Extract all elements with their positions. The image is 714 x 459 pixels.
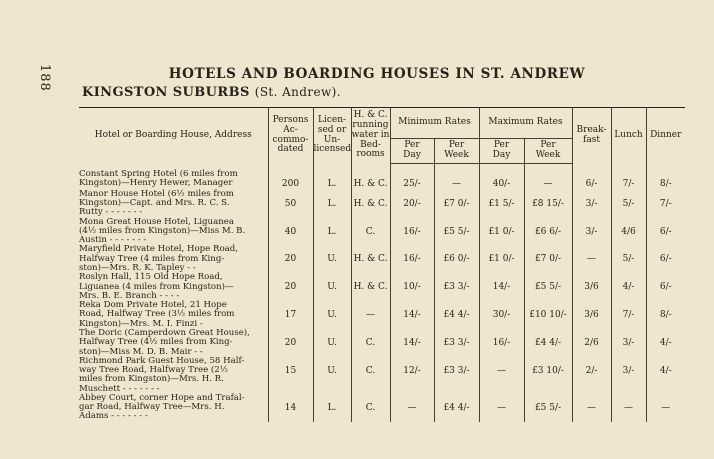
cell-water: — <box>351 301 390 329</box>
hotels-table <box>79 107 685 422</box>
cell-min-day: 12/- <box>390 357 434 394</box>
subtitle-paren: (St. Andrew). <box>254 85 341 99</box>
cell-dinner: 4/- <box>646 329 685 357</box>
cell-lunch: 4/- <box>611 273 646 301</box>
cell-breakfast: 6/- <box>572 170 611 190</box>
cell-water: C. <box>351 394 390 422</box>
cell-dinner: 7/- <box>646 190 685 218</box>
cell-lunch: — <box>611 394 646 422</box>
cell-persons: 50 <box>268 190 313 218</box>
cell-persons: 200 <box>268 170 313 190</box>
cell-max-week: £6 6/- <box>524 218 572 246</box>
cell-lic: U. <box>313 273 351 301</box>
cell-min-week: £3 3/- <box>434 329 479 357</box>
cell-max-week: £7 0/- <box>524 245 572 273</box>
cell-max-week: — <box>524 170 572 190</box>
hotel-line: Liguanea (4 miles from Kingston)— <box>79 281 234 292</box>
cell-lunch: 3/- <box>611 329 646 357</box>
header-max-per-week: Per Week <box>524 139 572 164</box>
hotel-line: Roslyn Hall, 115 Old Hope Road, <box>79 272 223 283</box>
cell-min-week: £3 3/- <box>434 273 479 301</box>
header-dinner: Dinner <box>646 108 685 164</box>
cell-min-week: £7 0/- <box>434 190 479 218</box>
cell-lunch: 7/- <box>611 170 646 190</box>
cell-dinner: 6/- <box>646 218 685 246</box>
header-lunch: Lunch <box>611 108 646 164</box>
cell-lic: L. <box>313 394 351 422</box>
cell-min-day: — <box>390 394 434 422</box>
cell-breakfast: 3/6 <box>572 301 611 329</box>
cell-breakfast: — <box>572 245 611 273</box>
cell-breakfast: 2/- <box>572 357 611 394</box>
table-row <box>79 190 685 218</box>
cell-min-day: 16/- <box>390 218 434 246</box>
cell-persons: 15 <box>268 357 313 394</box>
hotel-line: Manor House Hotel (6½ miles from <box>79 188 234 199</box>
hotel-line: (4½ miles from Kingston)—Miss M. B. <box>79 225 246 236</box>
cell-persons: 20 <box>268 273 313 301</box>
hotel-name-address <box>79 329 268 357</box>
hotel-line: Reka Dom Private Hotel, 21 Hope <box>79 300 227 311</box>
hotel-line: Richmond Park Guest House, 58 Half- <box>79 355 245 366</box>
cell-max-week: £3 10/- <box>524 357 572 394</box>
hotel-line: Mrs. B. E. Branch - - - - <box>79 290 180 301</box>
cell-persons: 14 <box>268 394 313 422</box>
cell-persons: 20 <box>268 245 313 273</box>
header-breakfast: Break- fast <box>572 108 611 164</box>
header-persons: Persons Ac- commo- dated <box>268 108 313 164</box>
table-row <box>79 218 685 246</box>
table-row <box>79 245 685 273</box>
header-name: Hotel or Boarding House, Address <box>79 108 268 164</box>
cell-min-day: 20/- <box>390 190 434 218</box>
cell-lunch: 5/- <box>611 190 646 218</box>
cell-breakfast: 2/6 <box>572 329 611 357</box>
hotel-name-address <box>79 357 268 394</box>
hotel-line: Abbey Court, corner Hope and Trafal- <box>79 392 245 403</box>
cell-lic: L. <box>313 190 351 218</box>
table-row <box>79 170 685 190</box>
hotel-name-address <box>79 190 268 218</box>
cell-lic: L. <box>313 218 351 246</box>
hotel-line: Kingston)—Mrs. M. I. Finzi - <box>79 318 203 329</box>
header-max-per-day: Per Day <box>479 139 524 164</box>
cell-min-week: £3 3/- <box>434 357 479 394</box>
cell-water: C. <box>351 218 390 246</box>
hotel-line: Road, Halfway Tree (3½ miles from <box>79 309 235 320</box>
hotel-name-address <box>79 394 268 422</box>
cell-min-week: £4 4/- <box>434 394 479 422</box>
cell-water: C. <box>351 357 390 394</box>
cell-lic: U. <box>313 245 351 273</box>
cell-max-day: £1 5/- <box>479 190 524 218</box>
table-row <box>79 357 685 394</box>
cell-max-day: 30/- <box>479 301 524 329</box>
cell-min-day: 14/- <box>390 301 434 329</box>
hotel-name-address <box>79 301 268 329</box>
hotel-line: way Tree Road, Halfway Tree (2½ <box>79 365 229 376</box>
hotel-line: Halfway Tree (4½ miles from King- <box>79 337 233 348</box>
cell-max-day: — <box>479 394 524 422</box>
cell-breakfast: 3/- <box>572 190 611 218</box>
hotel-line: ston)—Mrs. R. K. Tapley - - <box>79 262 196 273</box>
cell-min-day: 14/- <box>390 329 434 357</box>
header-min-rates: Minimum Rates <box>390 108 479 139</box>
cell-min-day: 25/- <box>390 170 434 190</box>
hotel-name-address <box>79 170 268 190</box>
cell-water: H. & C. <box>351 273 390 301</box>
cell-max-week: £5 5/- <box>524 273 572 301</box>
cell-max-week: £4 4/- <box>524 329 572 357</box>
cell-min-week: £6 0/- <box>434 245 479 273</box>
hotel-line: Kingston)—Capt. and Mrs. R. C. S. <box>79 198 230 208</box>
cell-breakfast: 3/6 <box>572 273 611 301</box>
hotel-line: Muschett - - - - - - - <box>79 383 160 394</box>
hotel-line: Kingston)—Henry Hewer, Manager <box>79 178 233 189</box>
cell-max-day: — <box>479 357 524 394</box>
cell-max-day: 14/- <box>479 273 524 301</box>
cell-breakfast: 3/- <box>572 218 611 246</box>
section-subtitle <box>82 85 341 100</box>
cell-dinner: 4/- <box>646 357 685 394</box>
cell-water: H. & C. <box>351 245 390 273</box>
subtitle-main: KINGSTON SUBURBS <box>82 85 250 100</box>
cell-dinner: 8/- <box>646 170 685 190</box>
page-number: 188 <box>37 64 52 92</box>
hotel-line: ston)—Miss M. D. B. Mair - - <box>79 346 203 357</box>
table-row <box>79 273 685 301</box>
table-row <box>79 329 685 357</box>
cell-lic: U. <box>313 357 351 394</box>
cell-min-day: 10/- <box>390 273 434 301</box>
page-title: HOTELS AND BOARDING HOUSES IN ST. ANDREW <box>168 66 586 82</box>
cell-min-week: £4 4/- <box>434 301 479 329</box>
hotel-line: Adams - - - - - - - <box>79 411 148 422</box>
hotel-line: miles from Kingston)—Mrs. H. R. <box>79 374 224 385</box>
cell-max-week: £5 5/- <box>524 394 572 422</box>
header-water: H. & C. running water in Bed- rooms <box>351 108 390 164</box>
cell-min-week: — <box>434 170 479 190</box>
cell-max-day: £1 0/- <box>479 245 524 273</box>
cell-lunch: 3/- <box>611 357 646 394</box>
header-min-per-day: Per Day <box>390 139 434 164</box>
cell-max-week: £8 15/- <box>524 190 572 218</box>
table-row <box>79 301 685 329</box>
cell-water: C. <box>351 329 390 357</box>
cell-min-week: £5 5/- <box>434 218 479 246</box>
cell-dinner: 6/- <box>646 245 685 273</box>
cell-lunch: 5/- <box>611 245 646 273</box>
hotel-line: Mona Great House Hotel, Liguanea <box>79 216 234 227</box>
cell-lic: L. <box>313 170 351 190</box>
cell-max-day: 40/- <box>479 170 524 190</box>
cell-water: H. & C. <box>351 190 390 218</box>
hotel-line: The Doric (Camperdown Great House), <box>79 327 250 338</box>
cell-max-day: 16/- <box>479 329 524 357</box>
hotel-name-address <box>79 273 268 301</box>
cell-min-day: 16/- <box>390 245 434 273</box>
hotel-line: Halfway Tree (4 miles from King- <box>79 253 225 264</box>
cell-max-week: £10 10/- <box>524 301 572 329</box>
cell-dinner: 8/- <box>646 301 685 329</box>
hotel-line: Constant Spring Hotel (6 miles from <box>79 169 238 179</box>
hotel-line: Rutty - - - - - - - <box>79 207 143 218</box>
cell-lic: U. <box>313 329 351 357</box>
cell-lunch: 4/6 <box>611 218 646 246</box>
cell-lunch: 7/- <box>611 301 646 329</box>
hotel-line: gar Road, Halfway Tree—Mrs. H. <box>79 402 225 413</box>
cell-max-day: £1 0/- <box>479 218 524 246</box>
header-licensed: Licen- sed or Un- licensed <box>313 108 351 164</box>
header-min-per-week: Per Week <box>434 139 479 164</box>
hotel-line: Maryfield Private Hotel, Hope Road, <box>79 244 238 255</box>
hotel-name-address <box>79 218 268 246</box>
cell-lic: U. <box>313 301 351 329</box>
table-row <box>79 394 685 422</box>
cell-persons: 17 <box>268 301 313 329</box>
header-max-rates: Maximum Rates <box>479 108 572 139</box>
hotel-name-address <box>79 245 268 273</box>
cell-persons: 20 <box>268 329 313 357</box>
cell-persons: 40 <box>268 218 313 246</box>
cell-dinner: 6/- <box>646 273 685 301</box>
hotel-line: Austin - - - - - - - <box>79 235 147 246</box>
cell-water: H. & C. <box>351 170 390 190</box>
cell-dinner: — <box>646 394 685 422</box>
cell-breakfast: — <box>572 394 611 422</box>
